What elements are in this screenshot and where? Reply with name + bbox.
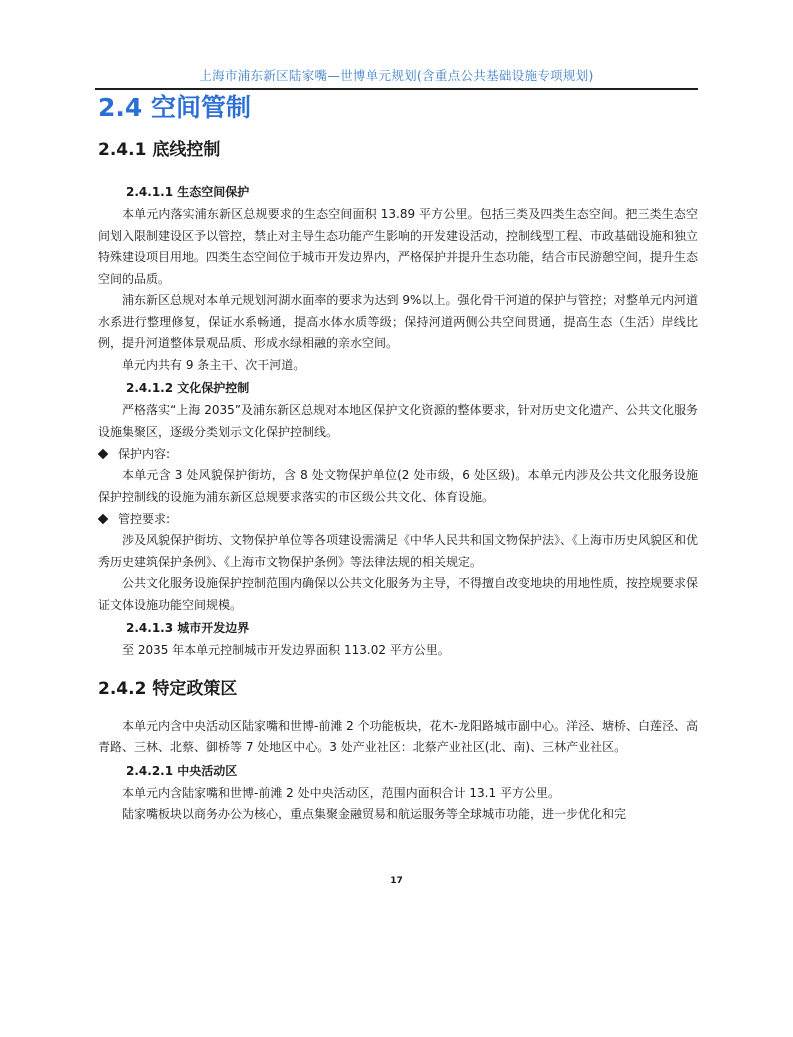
paragraph: 单元内共有 9 条主干、次干河道。 <box>122 357 306 372</box>
heading-2-4-1-3: 2.4.1.3 城市开发边界 <box>126 621 250 635</box>
bullet-label: 管控要求: <box>118 512 171 526</box>
paragraph: 至 2035 年本单元控制城市开发边界面积 113.02 平方公里。 <box>122 643 450 657</box>
paragraph: 涉及风貌保护街坊、文物保护单位等各项建设需满足《中华人民共和国文物保护法》、《上海市历史风貌区和优秀历史建筑保护条例》、《上海市文物保护条例》等法律法规的相关规定。 <box>98 533 699 569</box>
bullet-item <box>98 508 698 530</box>
section-title: 2.4 空间管制 <box>98 93 251 122</box>
diamond-bullet-icon <box>98 514 109 525</box>
heading-2-4-2: 2.4.2 特定政策区 <box>98 678 238 699</box>
paragraph: 公共文化服务设施保护控制范围内确保以公共文化服务为主导，不得擅自改变地块的用地性质，按控规要求保证文体设施功能空间规模。 <box>98 576 699 612</box>
bullet-label: 保护内容: <box>118 447 171 461</box>
heading-2-4-1-1: 2.4.1.1 生态空间保护 <box>126 185 250 199</box>
heading-2-4-2-1: 2.4.2.1 中央活动区 <box>126 763 238 778</box>
paragraph: 本单元含 3 处风貌保护街坊，含 8 处文物保护单位(2 处市级，6 处区级)。本单元内涉及公共文化服务设施保护控制线的设施为浦东新区总规要求落实的市区级公共文化、体育设施。 <box>98 468 698 504</box>
heading-2-4-1-2: 2.4.1.2 文化保护控制 <box>126 381 250 395</box>
paragraph: 陆家嘴板块以商务办公为核心，重点集聚金融贸易和航运服务等全球城市功能，进一步优化和完 <box>122 807 627 821</box>
paragraph: 本单元内含中央活动区陆家嘴和世博-前滩 2 个功能板块，花木-龙阳路城市副中心。洋泾、塘桥、白莲泾、高青路、三林、北蔡、御桥等 7 处地区中心。3 处产业社区：北蔡产业社区(北、南)、三林产业社区。 <box>98 718 698 754</box>
running-header: 上海市浦东新区陆家嘴—世博单元规划(含重点公共基础设施专项规划) <box>199 68 594 83</box>
paragraph: 本单元内含陆家嘴和世博-前滩 2 处中央活动区，范围内面积合计 13.1 平方公里。 <box>122 785 560 800</box>
paragraph: 严格落实“上海 2035”及浦东新区总规对本地区保护文化资源的整体要求，针对历史文化遗产、公共文化服务设施集聚区，逐级分类划示文化保护控制线。 <box>98 403 698 439</box>
page-number: 17 <box>390 876 403 886</box>
diamond-bullet-icon <box>98 449 109 460</box>
paragraph: 本单元内落实浦东新区总规要求的生态空间面积 13.89 平方公里。包括三类及四类生态空间。把三类生态空间划入限制建设区予以管控，禁止对主导生态功能产生影响的开发建设活动，控制线型工程、市政基础设施和独立特殊建设项目用地。四类生态空间位于城市开发边界内，严格保护并提升生态功能，结合市民游憩空间，提升生态空间的品质。 <box>98 207 699 286</box>
paragraph: 浦东新区总规对本单元规划河湖水面率的要求为达到 9%以上。强化骨干河道的保护与管控；对整单元内河道水系进行整理修复，保证水系畅通，提高水体水质等级；保持河道两侧公共空间贯通，提高生态（生活）岸线比例，提升河道整体景观品质、形成水绿相融的亲水空间。 <box>98 293 698 350</box>
heading-2-4-1: 2.4.1 底线控制 <box>98 140 221 160</box>
document-body <box>98 135 698 826</box>
bullet-item <box>98 443 698 465</box>
